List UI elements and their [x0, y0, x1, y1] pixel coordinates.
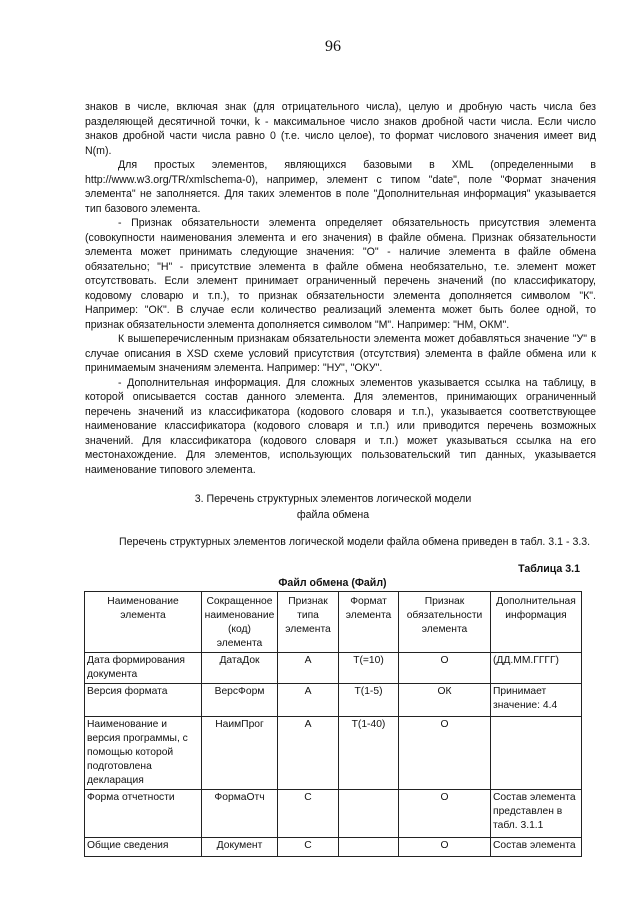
text-line: кодовому словарю и т.п.), то признак обязательности элемента дополняется символом "К". [85, 289, 596, 302]
cell-info: Принимает значение: 4.4 [491, 684, 582, 717]
page-number: 96 [325, 38, 341, 55]
text-line: значений. Для классификатора (кодового словаря и т.п.) может указываться ссылка на его [85, 434, 596, 447]
table-row [85, 790, 582, 838]
cell-required: О [399, 653, 491, 684]
text-line: Для простых элементов, являющихся базовыми в XML (определенными в [118, 159, 596, 171]
text-line: Например: "ОК". В случае если количество реализаций элемента может быть более одной, то [85, 304, 596, 316]
cell-type: А [278, 684, 339, 717]
cell-code: Документ [202, 838, 278, 857]
text-line: знаков в числе, включая знак (для отрицательного числа), целую и дробную часть числа без [85, 101, 596, 113]
table-header-row [85, 592, 582, 653]
text-line: обязательно; "Н" - присутствие элемента в файле обмена необязательно, т.е. элемент может [85, 260, 596, 273]
text-line: случае описания в XSD схеме условий присутствия (отсутствия) элемента в файле обмена или к [85, 347, 596, 360]
table-caption: Файл обмена (Файл) [278, 577, 387, 589]
cell-format [339, 838, 399, 857]
cell-code: ФормаОтч [202, 790, 278, 838]
text-line: принимаемым значениям элемента. Например: "НУ", "ОКУ". [85, 362, 383, 374]
text-line: отсутствовать. Если элемент принимает ограниченный перечень значений (по классификатору, [85, 275, 596, 287]
header-required: Признак обязательности элемента [399, 592, 491, 653]
text-line: признак обязательности элемента дополняется символом "М". Например: "НМ, ОКМ". [85, 318, 510, 331]
elements-table [84, 591, 582, 857]
text-line: элемента" не заполняется. Для таких элементов в поле "Дополнительная информация" указывается [85, 188, 596, 200]
section-heading [0, 491, 640, 523]
cell-required: О [399, 717, 491, 790]
text-line: которой описывается состав данного элемента. Для элементов, принимающих ограниченный [85, 391, 596, 403]
text-line: наименование типового элемента. [85, 463, 256, 476]
text-line: тип базового элемента. [85, 202, 201, 215]
cell-info [491, 717, 582, 790]
section-heading-line-1: 3. Перечень структурных элементов логической модели [194, 493, 472, 505]
cell-name: Версия формата [85, 684, 202, 717]
cell-format: T(1-5) [339, 684, 399, 717]
text-line: К вышеперечисленным признакам обязательности элемента может добавляться значение "У" в [118, 333, 596, 345]
cell-format: T(1-40) [339, 717, 399, 790]
table-row [85, 684, 582, 717]
table-row [85, 838, 582, 857]
header-format: Формат элемента [339, 592, 399, 653]
paragraph [85, 332, 596, 376]
cell-code: ВерсФорм [202, 684, 278, 717]
cell-required: О [399, 838, 491, 857]
header-info: Дополнительная информация [491, 592, 582, 653]
text-line: наименование классификатора (кодового словаря и т.п.) или приводится перечень возможных [85, 420, 596, 432]
text-line: http://www.w3.org/TR/xmlschema-0), например, элемент с типом "date", поле "Формат значения [85, 173, 596, 186]
text-line: местонахождение. Для элементов, использующих пользовательский тип данных, указывается [85, 449, 596, 461]
cell-name: Общие сведения [85, 838, 202, 857]
cell-info: (ДД.ММ.ГГГГ) [491, 653, 582, 684]
cell-code: НаимПрог [202, 717, 278, 790]
table-number: Таблица 3.1 [518, 563, 580, 575]
cell-format [339, 790, 399, 838]
text-line: разделяющей десятичной точки, k - максимальное число знаков дробной части числа. Если число [85, 115, 596, 128]
text-line: N(m). [85, 144, 112, 157]
cell-type: С [278, 790, 339, 838]
text-line: знаков дробной части числа равно 0 (т.е. число целое), то формат числового значения имеет вид [85, 130, 596, 142]
cell-name: Форма отчетности [85, 790, 202, 838]
cell-name: Дата формирования документа [85, 653, 202, 684]
text-line: элемента может принимать следующие значения: "О" - наличие элемента в файле обмена [85, 246, 596, 258]
body-text [85, 100, 596, 477]
text-line: - Признак обязательности элемента определяет обязательность присутствия элемента [118, 217, 596, 229]
text-line: - Дополнительная информация. Для сложных элементов указывается ссылка на таблицу, в [118, 376, 596, 389]
cell-name: Наименование и версия программы, с помощью которой подготовлена декларация [85, 717, 202, 790]
section-heading-line-2: файла обмена [296, 509, 370, 521]
cell-info: Состав элемента представлен в табл. 3.1.1 [491, 790, 582, 838]
cell-format: T(=10) [339, 653, 399, 684]
header-name: Наименование элемента [85, 592, 202, 653]
cell-required: ОК [399, 684, 491, 717]
header-type: Признак типа элемента [278, 592, 339, 653]
cell-type: С [278, 838, 339, 857]
cell-type: А [278, 717, 339, 790]
cell-required: О [399, 790, 491, 838]
header-code: Сокращенное наименование (код) элемента [202, 592, 278, 653]
paragraph [85, 376, 596, 478]
table-row [85, 717, 582, 790]
text-line: перечень значений из классификатора (кодового словаря и т.п.), указывается соответствующее [85, 405, 596, 418]
text-line: (совокупности наименования элемента и его значения) в файле обмена. Признак обязательности [85, 231, 596, 244]
paragraph [85, 100, 596, 158]
cell-info: Состав элемента [491, 838, 582, 857]
paragraph [85, 158, 596, 216]
cell-type: А [278, 653, 339, 684]
table-row [85, 653, 582, 684]
paragraph [85, 216, 596, 332]
cell-code: ДатаДок [202, 653, 278, 684]
intro-sentence: Перечень структурных элементов логической модели файла обмена приведен в табл. 3.1 - 3.3. [119, 536, 591, 548]
